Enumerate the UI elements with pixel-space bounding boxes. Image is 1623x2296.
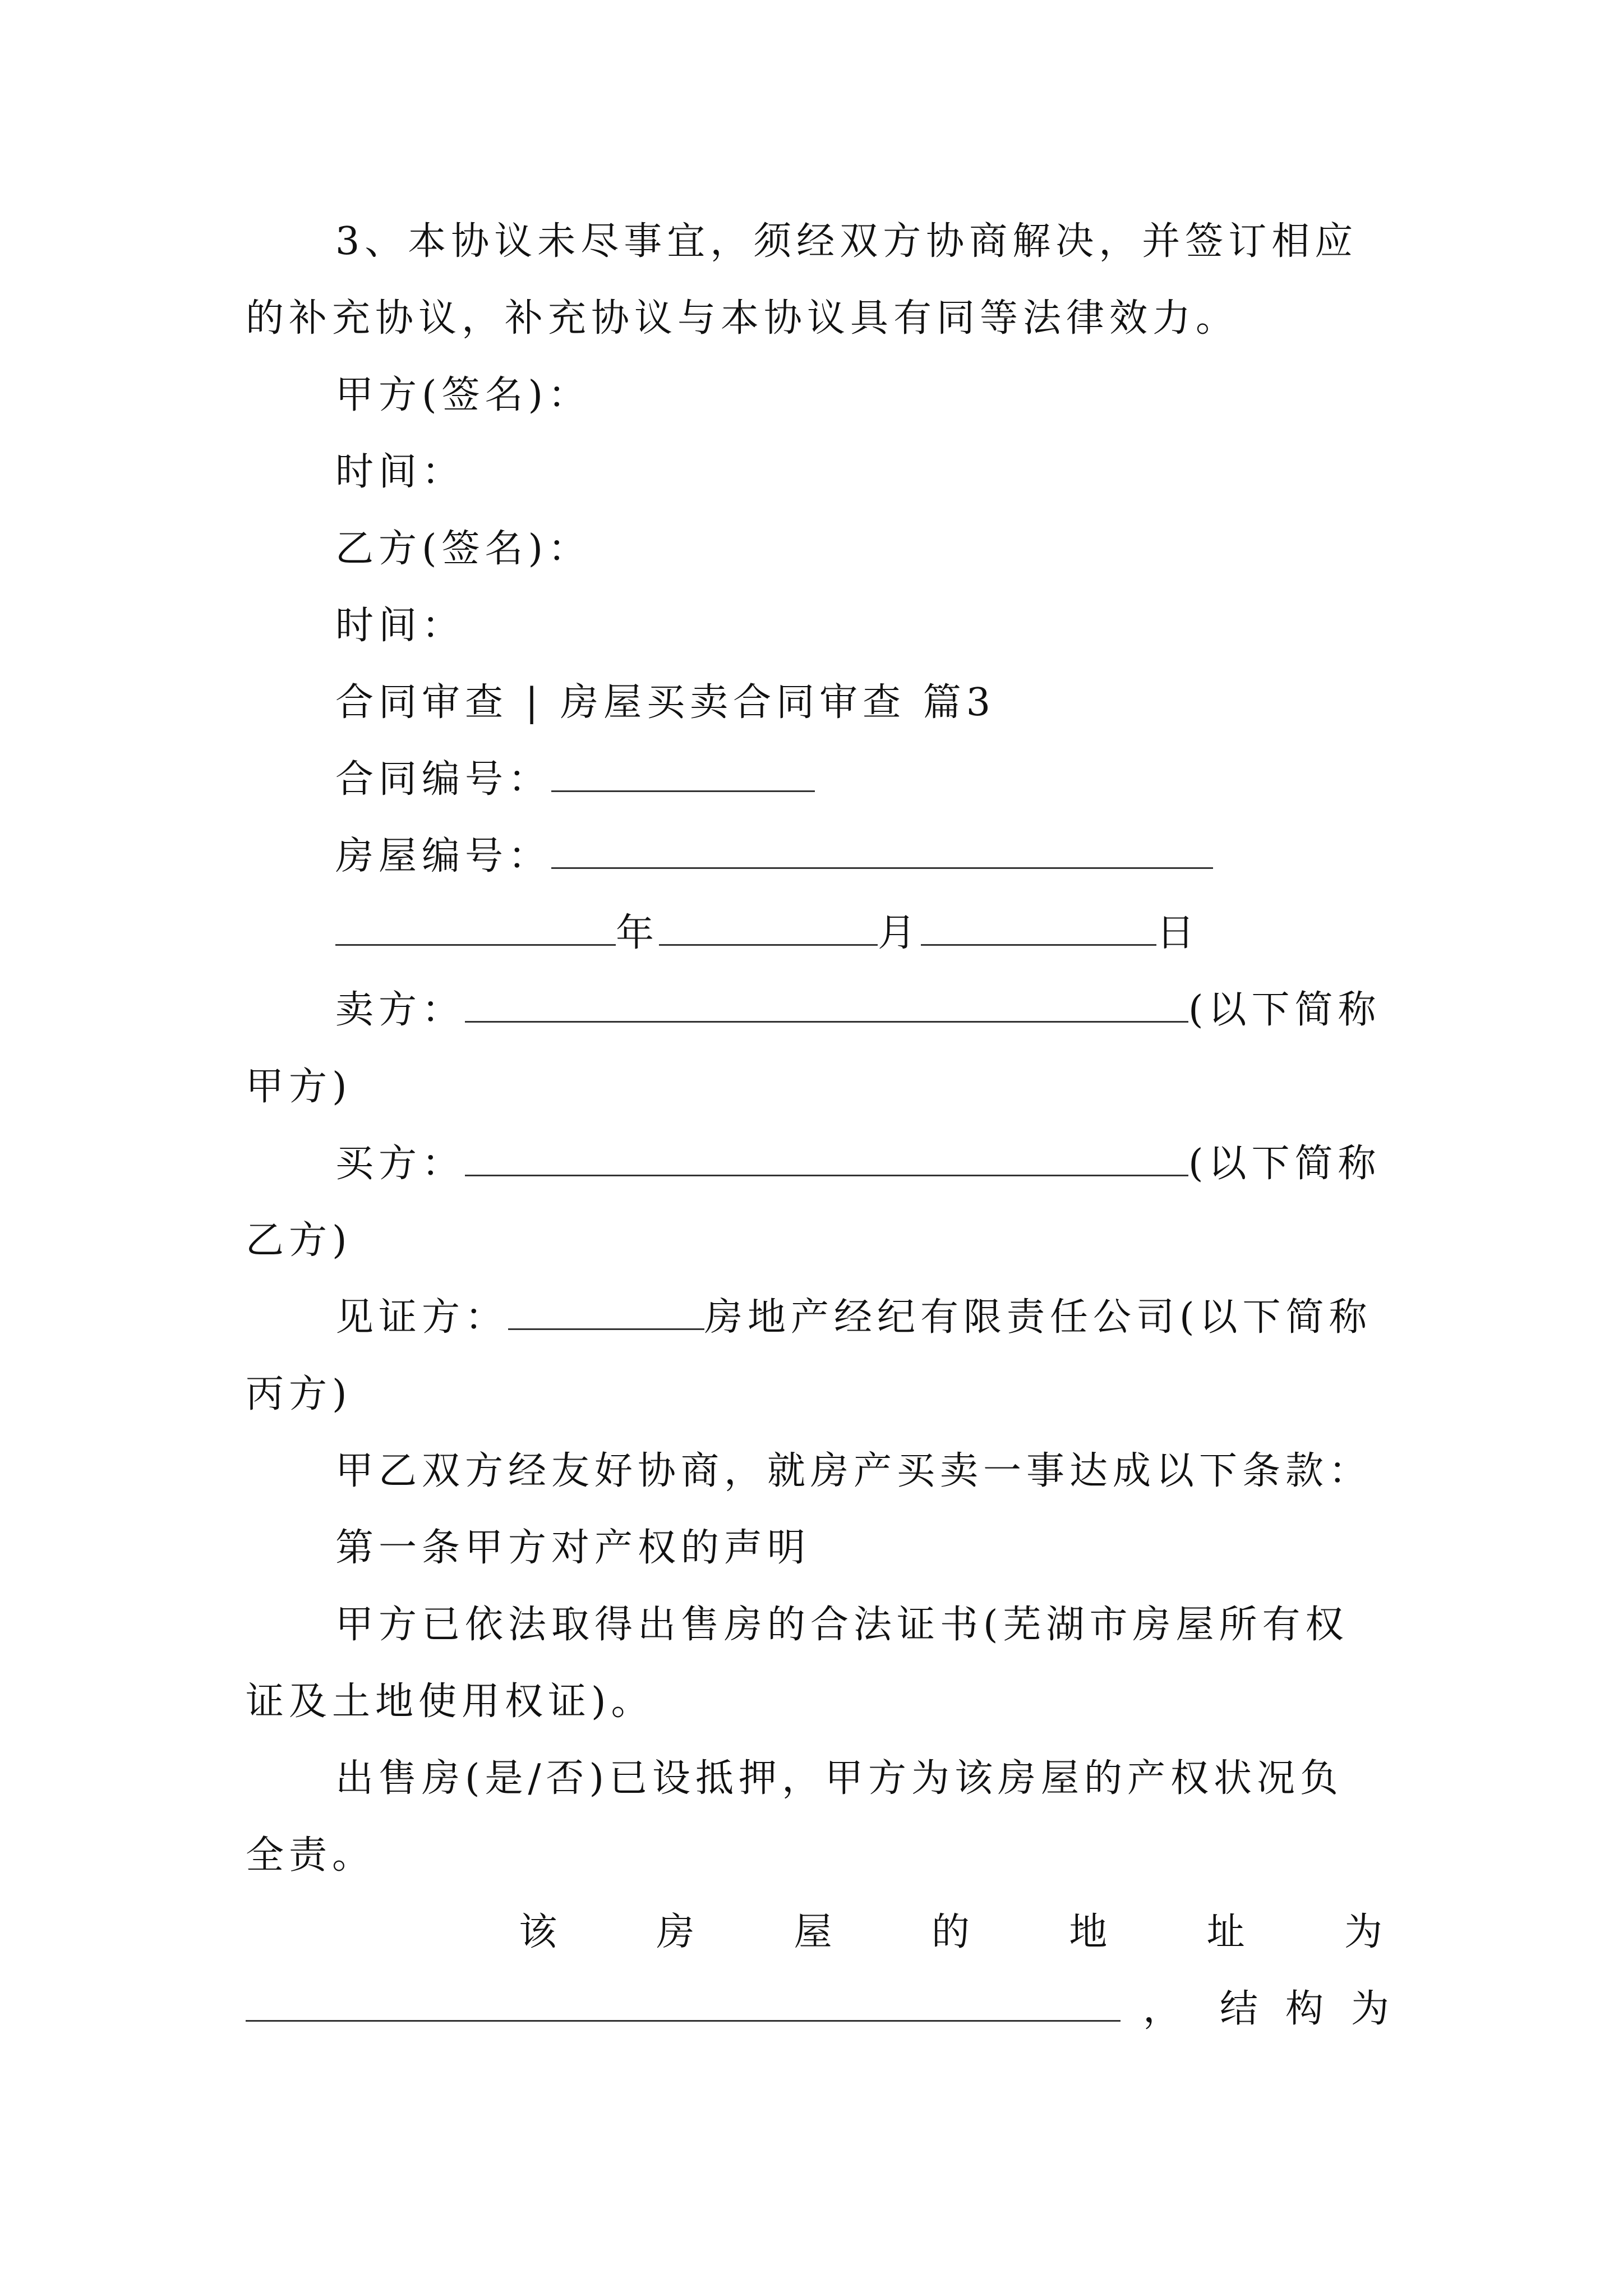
witness-label: 见证方： <box>335 1295 509 1340</box>
clause-3-line-2: 的补充协议，补充协议与本协议具有同等法律效力。 <box>246 296 1239 341</box>
witness-row <box>335 1292 1372 1343</box>
intro-paragraph: 甲乙双方经友好协商，就房产买卖一事达成以下条款： <box>335 1449 1372 1493</box>
article-1-para-1-line-1: 甲方已依法取得出售房的合法证书(芜湖市房屋所有权 <box>335 1603 1349 1647</box>
witness-blank <box>508 1294 704 1330</box>
section-heading: 合同审查 | 房屋买卖合同审查 篇3 <box>335 680 996 725</box>
month-blank <box>659 909 878 946</box>
address-char: 为 <box>1344 1910 1382 1954</box>
structure-char: 构 <box>1285 1987 1329 2031</box>
buyer-label: 买方： <box>335 1142 465 1186</box>
clause-3-line-1: 3、本协议未尽事宜，须经双方协商解决，并签订相应 <box>335 219 1358 264</box>
address-char: 的 <box>931 1910 970 1954</box>
address-row <box>519 1907 1382 1958</box>
seller-wrap: 甲方) <box>246 1065 352 1109</box>
buyer-wrap: 乙方) <box>246 1218 352 1263</box>
address-char: 屋 <box>794 1910 832 1954</box>
seller-row <box>335 985 1381 1036</box>
address-char: 房 <box>656 1910 695 1954</box>
address-blank <box>246 1985 1121 2022</box>
time-label-2: 时间： <box>335 604 465 648</box>
contract-number-label: 合同编号： <box>335 757 552 802</box>
day-label: 日 <box>1156 911 1200 955</box>
buyer-row <box>335 1139 1381 1189</box>
article-1-para-2-line-1: 出售房(是/否)已设抵押，甲方为该房屋的产权状况负 <box>335 1756 1343 1801</box>
article-1-title: 第一条甲方对产权的声明 <box>335 1526 811 1570</box>
month-label: 月 <box>878 911 921 955</box>
witness-wrap: 丙方) <box>246 1372 352 1416</box>
structure-char: 结 <box>1220 1987 1264 2031</box>
day-blank <box>921 909 1156 946</box>
party-b-signature-label: 乙方(签名)： <box>335 527 592 571</box>
year-blank <box>335 909 616 946</box>
structure-row <box>246 1984 1395 2035</box>
seller-blank <box>465 986 1188 1023</box>
house-number-label: 房屋编号： <box>335 834 552 878</box>
date-row <box>335 908 1200 959</box>
address-char: 该 <box>519 1910 557 1954</box>
address-char: 址 <box>1206 1910 1245 1954</box>
house-number-blank <box>551 832 1213 869</box>
buyer-blank <box>465 1140 1188 1176</box>
party-a-signature-label: 甲方(签名)： <box>335 373 592 417</box>
seller-suffix: (以下简称 <box>1188 988 1381 1032</box>
house-number-row <box>335 831 1213 882</box>
year-label: 年 <box>616 911 660 955</box>
contract-number-row <box>335 754 815 805</box>
witness-suffix: 房地产经纪有限责任公司(以下简称 <box>704 1295 1372 1340</box>
address-char: 地 <box>1069 1910 1108 1954</box>
structure-char: 为 <box>1351 1987 1395 2031</box>
article-1-para-1-line-2: 证及土地使用权证)。 <box>246 1680 654 1724</box>
contract-number-blank <box>551 756 815 792</box>
buyer-suffix: (以下简称 <box>1188 1142 1381 1186</box>
time-label-1: 时间： <box>335 450 465 494</box>
structure-comma: ， <box>1143 1987 1187 2031</box>
seller-label: 卖方： <box>335 988 465 1032</box>
article-1-para-2-line-2: 全责。 <box>246 1833 376 1878</box>
